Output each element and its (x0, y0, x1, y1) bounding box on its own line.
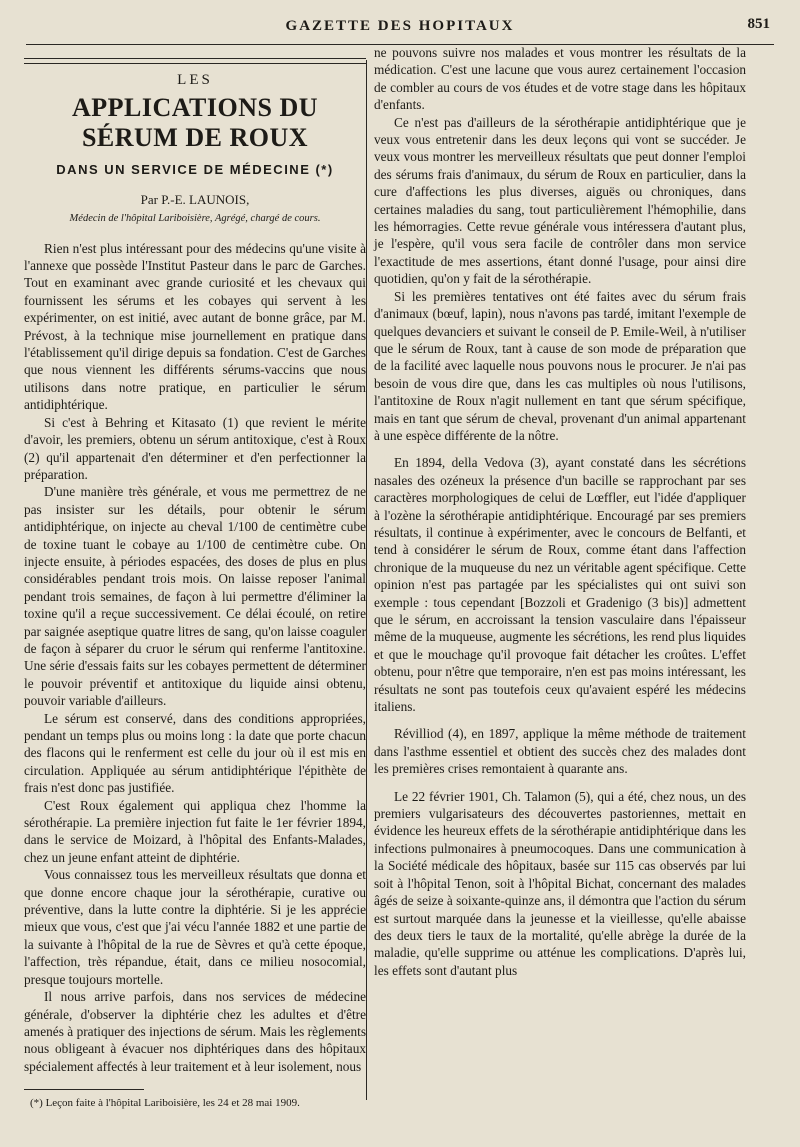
right-paragraph-4: En 1894, della Vedova (3), ayant constaté dans les sécrétions nasales des ozéneux la présence d'un bacille se rapprochant par ses caractères morphologiques de celui de Lœffler, eut l'idée d'appliquer à l'ozène la sérothérapie antidiphtérique. Encouragé par ses premiers résultats, il continue à expérimenter, avec le concours de Belfanti, et tend à considérer le sérum de Roux, comme étant dans l'affection chronique de la muqueuse du nez un véritable agent spécifique. Cette opinion n'est pas partagée par les spécialistes qui ont suivi son exemple : tous cependant [Bozzoli et Gradenigo (3 bis)] admettent que le sérum, en accroissant la tension vasculaire dans l'épaisseur même de la muqueuse, augmente les sécrétions, les rend plus liquides et que le mouchage qu'il provoque fait détacher les croûtes. L'effet obtenu, pour n'être que temporaire, n'en est pas moins intéressant, les résultats ne sont pas toutefois ceux qu'avaient espéré les médecins italiens. (374, 455, 746, 715)
right-paragraph-1: ne pouvons suivre nos malades et vous montrer les résultats de la médication. C'est une lacune que vous aurez certainement l'occasion de combler au cours de vos études et de votre stage dans les hôpitaux d'enfants. (374, 45, 746, 113)
footnote-rule (24, 1089, 144, 1090)
right-paragraph-2: Ce n'est pas d'ailleurs de la sérothérapie antidiphtérique que je veux vous entretenir dans les deux leçons qui vont se succéder. Je veux vous montrer les merveilleux résultats que peut donner l'emploi des sérums frais d'animaux, du sérum de Roux en particulier, dans la cure d'affections les plus diverses, aiguës ou chroniques, dans certaines maladies du sang, tout particulièrement l'hémophilie, dans les hémorragies. Cette revue générale vous intéressera d'autant plus, je l'espère, qu'il vous sera facile de contrôler dans mon service l'exactitude de mes assertions, étant donné l'usage, pour ainsi dire quotidien, qu'on y fait de la sérothérapie. (374, 114, 746, 287)
article-title: APPLICATIONS DU SÉRUM DE ROUX (71, 93, 319, 153)
left-paragraph-5: C'est Roux également qui appliqua chez l'homme la sérothérapie. La première injection fut faite le 1er février 1894, dans le service de Moizard, à l'hôpital des Enfants-Malades, chez un jeune enfant atteint de diphtérie. (24, 797, 366, 865)
author-affiliation: Médecin de l'hôpital Lariboisière, Agrégé, chargé de cours. (69, 213, 321, 225)
article-author: Par P.-E. LAUNOIS, (140, 191, 250, 207)
right-paragraph-5: Révilliod (4), en 1897, applique la même méthode de traitement dans l'asthme essentiel et obtient des succès chez des malades dont les premières crises remontaient à quarante ans. (374, 726, 746, 777)
title-double-rule (24, 58, 366, 64)
left-paragraph-1: Rien n'est plus intéressant pour des médecins qu'une visite à l'annexe que possède l'Institut Pasteur dans le parc de Garches. Tout en examinant avec grande curiosité et les chevaux qui fournissent les sérums et les cobayes qui servent à les expérimenter, on est initié, avec autant de bonne grâce, par M. Prévost, à la technique mise journellement en pratique dans l'établissement qu'il dirige depuis sa fondation. C'est de Garches que nous viennent les différents sérums-vaccins que nous utilisons dans notre pratique, en particulier le sérum antidiphtérique. (24, 240, 366, 413)
journal-title: GAZETTE DES HOPITAUX (285, 18, 515, 34)
page-header (26, 16, 774, 46)
right-column (374, 44, 746, 979)
page-number: 851 (747, 16, 770, 32)
left-paragraph-2: Si c'est à Behring et Kitasato (1) que revient le mérite d'avoir, les premiers, obtenu un sérum antitoxique, c'est à Roux (2) qu'il appartenait d'en déterminer et d'en perfectionner la préparation. (24, 414, 366, 482)
left-paragraph-7: Il nous arrive parfois, dans nos services de médecine générale, d'observer la diphtérie chez les adultes et d'être amenés à pratiquer des injections de sérum. Mais les règlements nous obligeant à évacuer nos diphtériques dans des hôpitaux spécialement affectés à leur traitement et à leur isolement, nous (24, 989, 366, 1074)
article-kicker: LES (177, 72, 213, 88)
article-subtitle: DANS UN SERVICE DE MÉDECINE (*) (56, 162, 334, 178)
left-paragraph-3: D'une manière très générale, et vous me permettrez de ne pas insister sur les détails, pour obtenir le sérum antidiphtérique, on injecte au cheval 1/100 de centimètre cube de toxine tuant le cobaye au 1/100 de centimètre cube. On injecte ensuite, à périodes espacées, des doses de plus en plus considérables pendant trois mois. On laisse reposer l'animal pendant trois semaines, de façon à lui permettre d'éliminer la toxine qu'il a reçue successivement. Ce délai écoulé, on retire par saignée aseptique quatre litres de sang, qu'on laisse coaguler de façon à séparer du cruor le sérum qui renferme l'antitoxine. Une série d'essais faits sur les cobayes permettent de déterminer le pouvoir préventif et antitoxique du liquide ainsi obtenu, pouvoir variable d'ailleurs. (24, 484, 366, 709)
right-paragraph-6: Le 22 février 1901, Ch. Talamon (5), qui a été, chez nous, un des premiers vulgarisateurs des découvertes pastoriennes, mettait en évidence les heureux effets de la sérothérapie antidiphtérique dans les infections pulmonaires à pneumocoques. Dans une communication à la Société médicale des hôpitaux, basée sur 115 cas observés par lui soit à l'hôpital Tenon, soit à l'hôpital Bichat, concernant des malades âgés de seize à soixante-quinze ans, il démontra que l'action du sérum est surtout marquée dans la jeunesse et la vieillesse, qu'elle abaisse des deux tiers le taux de la mortalité, qu'elle abrège la durée de la maladie, qu'elle supprime ou atténue les complications. D'après lui, les effets sont d'autant plus (374, 788, 746, 978)
left-column (24, 66, 366, 1110)
left-paragraph-4: Le sérum est conservé, dans des conditions appropriées, pendant un temps plus ou moins long : la date que porte chacun des flacons qui le renferment est celle du jour où il est mis en circulation. Appliquée au sérum antidiphtérique l'épithète de frais n'est donc pas justifiée. (24, 710, 366, 796)
left-paragraph-6: Vous connaissez tous les merveilleux résultats que donna et que donne encore chaque jour la sérothérapie, curative ou préventive, dans la lutte contre la diphtérie. Si je les apprécie mieux que vous, c'est que j'ai vécu l'année 1882 et une partie de la suivante à l'hôpital de la rue de Sèvres et qu'à cette époque, l'affection, très répandue, était, dans ce milieu nosocomial, presque toujours mortelle. (24, 867, 366, 987)
column-divider (366, 60, 367, 1100)
right-paragraph-3: Si les premières tentatives ont été faites avec du sérum frais d'animaux (bœuf, lapin), nous n'avons pas tardé, imitant l'exemple de quelques devanciers et suivant le conseil de P. Emile-Weil, à n'utiliser que le sérum de Roux, tant à cause de son mode de préparation que de la facilité avec laquelle nous pouvons nous le procurer. Je n'ai pas besoin de vous dire que, dans les cas multiples où nous l'utilisons, l'antitoxine de Roux n'agit nullement en tant que sérum spécifique, mais en tant que sérum de cheval, provenant d'un animal appartenant à une espèce différente de la nôtre. (374, 288, 746, 443)
footnote: (*) Leçon faite à l'hôpital Lariboisière, les 24 et 28 mai 1909. (30, 1097, 300, 1110)
